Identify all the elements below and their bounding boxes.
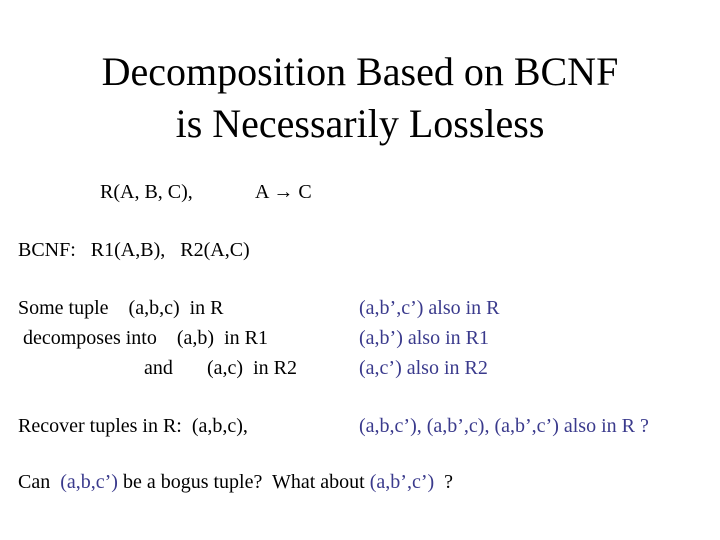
slide-title-line-1: Decomposition Based on BCNF xyxy=(101,49,619,94)
recover-tuples-list: (a,b,c’), (a,b’,c), (a,b’,c’) also in R ? xyxy=(359,415,649,437)
bogus-tuple-question xyxy=(18,472,453,492)
right-line-2: (a,b’) also in R1 xyxy=(359,327,489,349)
question-part-3: be a bogus tuple? What about xyxy=(117,471,370,493)
question-tuple-1: (a,b,c’) xyxy=(60,471,118,493)
question-tuple-2: (a,b’,c’) xyxy=(369,471,435,493)
bcnf-decomposition: BCNF: R1(A,B), R2(A,C) xyxy=(18,239,250,261)
tuple-line-2: decomposes into (a,b) in R1 xyxy=(18,327,268,349)
right-line-1: (a,b’,c’) also in R xyxy=(359,297,500,319)
relation-schema: R(A, B, C), xyxy=(100,181,193,203)
tuple-line-1: Some tuple (a,b,c) in R xyxy=(18,297,224,319)
right-line-3: (a,c’) also in R2 xyxy=(359,357,488,379)
tuple-line-3-and: and xyxy=(144,357,173,379)
recover-tuples-label: Recover tuples in R: (a,b,c), xyxy=(18,415,248,437)
slide-title-line-2: is Necessarily Lossless xyxy=(175,101,545,146)
tuple-line-3-rest: (a,c) in R2 xyxy=(207,357,297,379)
functional-dependency: A → C xyxy=(255,181,312,203)
question-part-5: ? xyxy=(434,471,454,493)
question-part-1: Can xyxy=(18,471,61,493)
